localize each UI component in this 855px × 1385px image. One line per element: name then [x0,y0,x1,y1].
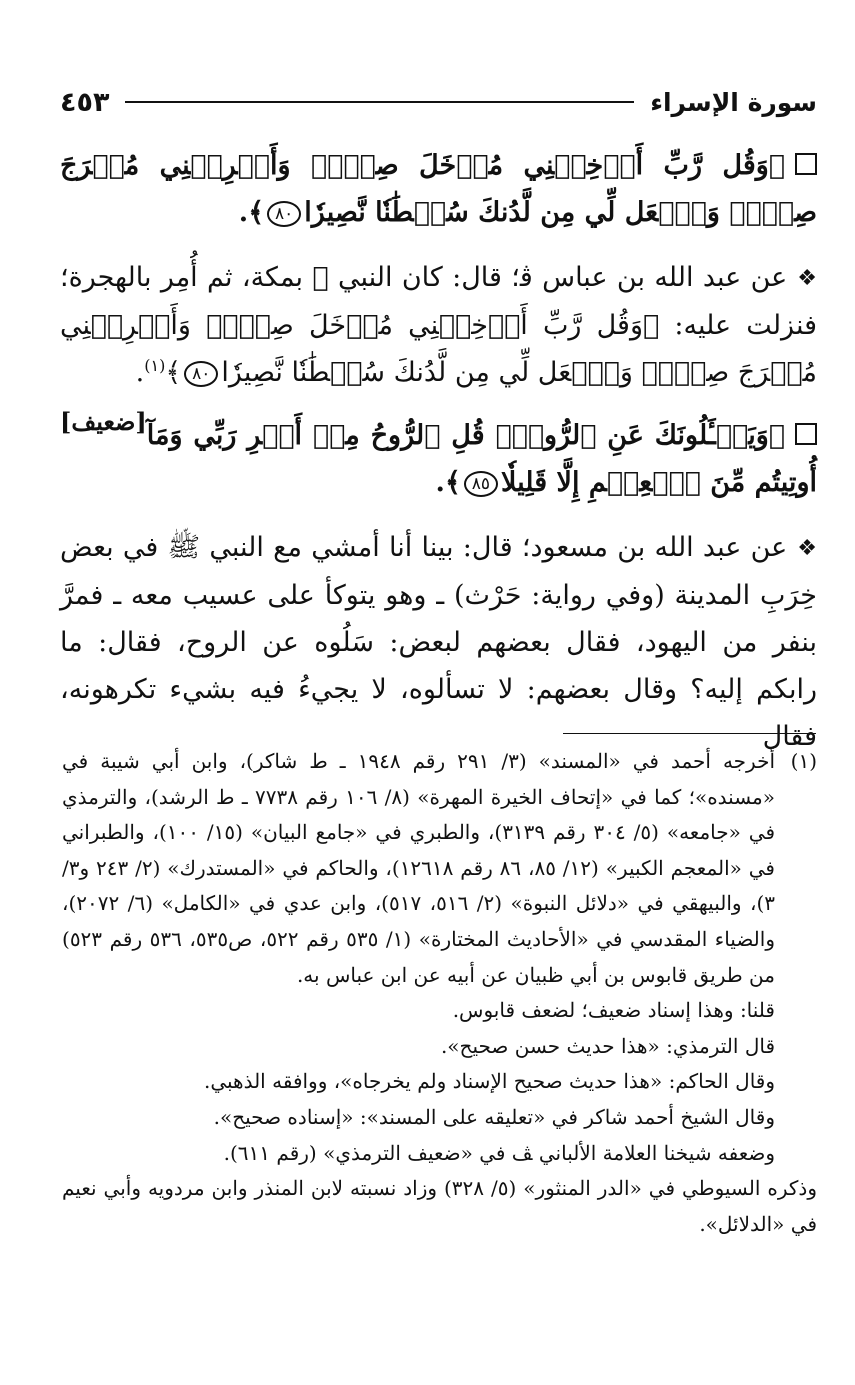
verse-85-closing: ﴾. [435,467,461,498]
surah-title: سورة الإسراء [650,87,817,117]
footnote-number: (١) [790,749,817,773]
footnote-body [62,744,775,1171]
hadith-ibn-masud-paragraph [60,524,817,760]
diamond-icon: ❖ [797,536,817,561]
verse-85-paragraph [60,412,817,506]
header-rule [125,101,634,103]
page-number: ٤٥٣ [60,86,110,118]
footnote-line: قلنا: وهذا إسناد ضعيف؛ لضعف قابوس. [452,998,775,1023]
hadith-ibn-abbas-closing: ﴾ [165,357,182,388]
footnote-separator [563,733,816,734]
ayah-number-80: ٨٠ [267,201,301,227]
ayah-number-85: ٨٥ [464,471,498,497]
verse-80-closing: ﴾. [238,197,265,228]
diamond-icon: ❖ [797,266,817,291]
footnote-line: أخرجه أحمد في «المسند» (٣/ ٢٩١ رقم ١٩٤٨ ـ ط شاكر)، وابن أبي شيبة في «مسنده»؛ كما في «إتحاف الخيرة المهرة» (٨/ ١٠٦ رقم ٧٧٣٨ ـ ط الرشد)، والترمذي في «جامعه» (٥/ ٣٠٤ رقم ٣١٣٩)، والطبري في «جامع البيان» (١٥/ ١٠٠)، والطبراني في «المعجم الكبير» (١٢/ ٨٥، ٨٦ رقم ١٢٦١٨)، والحاكم في «المستدرك» (٢/ ٢٤٣ و٣/ ٣)، والبيهقي في «دلائل النبوة» (٢/ ٥١٦، ٥١٧)، وابن عدي في «الكامل» (٦/ ٢٠٧٢)، والضياء المقدسي في «الأحاديث المختارة» (١/ ٥٣٥ رقم ٥٢٢، ص٥٣٥، ٥٣٦ رقم ٥٢٣) من طريق قابوس بن أبي ظبيان عن أبيه عن ابن عباس به. [62,749,776,987]
footnote-line: وضعفه شيخنا العلامة الألباني ﭫ في «ضعيف الترمذي» (رقم ٦١١). [223,1140,775,1165]
footnotes [62,744,817,1242]
running-header [60,82,817,122]
footnote-line: وقال الشيخ أحمد شاكر في «تعليقه على المسند»: «إسناده صحيح». [213,1104,775,1129]
square-box-icon [795,153,817,175]
hadith-grade-label: [ضعيف] [60,407,147,436]
footnote-1 [62,744,817,1171]
ayah-number-80-quoted: ٨٠ [184,361,218,387]
hadith-ibn-abbas-text: عن عبد الله بن عباس ﭬ؛ قال: كان النبي ﷺ بمكة، ثم أُمِر بالهجرة؛ فنزلت عليه: ﴿وَقُل رَّبِّ أَدۡخِلۡنِي مُدۡخَلَ صِدۡقٖ وَأَخۡرِجۡنِي مُخۡرَجَ صِدۡقٖ وَٱجۡعَل لِّي مِن لَّدُنكَ سُلۡطَٰنٗا نَّصِيرٗا [60,262,817,388]
hadith-ibn-masud-text: عن عبد الله بن مسعود؛ قال: بينا أنا أمشي مع النبي ﷺ في بعض خِرَبِ المدينة (وفي رواية: حَرْث) ـ وهو يتوكأ على عسيب معه ـ فمرَّ بنفر من اليهود، فقال بعضهم لبعض: سَلُوه عن الروح، فقال: ما رابكم إليه؟ وقال بعضهم: لا تسألوه، لا يجيءُ فيه بشيء تكرهونه، فقال [60,532,817,752]
footnote-reference[interactable]: (١) [144,356,166,375]
hadith-ibn-abbas-paragraph [60,254,817,436]
verse-80-paragraph [60,142,817,236]
footnote-line: وذكره السيوطي في «الدر المنثور» (٥/ ٣٢٨) وزاد نسبته لابن المنذر وابن مردويه وأبي نعيم في «الدلائل». [62,1176,817,1236]
verse-85-text: ﴿وَيَسۡـَٔلُونَكَ عَنِ ٱلرُّوحِۖ قُلِ ٱلرُّوحُ مِنۡ أَمۡرِ رَبِّي وَمَآ أُوتِيتُم مِّنَ ٱلۡعِلۡمِ إِلَّا قَلِيلٗا [146,420,817,498]
hadith-ibn-abbas-end: . [135,357,145,388]
footnote-line: قال الترمذي: «هذا حديث حسن صحيح». [440,1033,775,1058]
verse-80-text: ﴿وَقُل رَّبِّ أَدۡخِلۡنِي مُدۡخَلَ صِدۡقٖ وَأَخۡرِجۡنِي مُخۡرَجَ صِدۡقٖ وَٱجۡعَل لِّي مِن لَّدُنكَ سُلۡطَٰنٗا نَّصِيرٗا [60,150,817,228]
main-text [60,142,817,776]
footnote-line: وقال الحاكم: «هذا حديث صحيح الإسناد ولم يخرجاه»، ووافقه الذهبي. [203,1069,775,1094]
square-box-icon [795,423,817,445]
